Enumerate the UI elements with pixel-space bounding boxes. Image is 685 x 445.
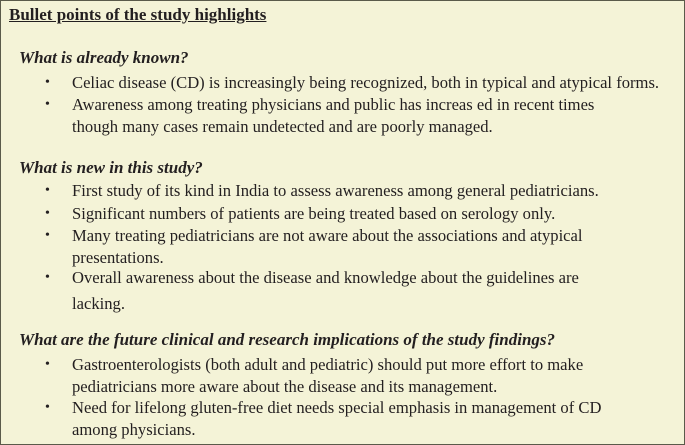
- section-heading-new: What is new in this study?: [19, 158, 203, 177]
- bullet-text-line: though many cases remain undetected and are poorly managed.: [72, 117, 493, 136]
- bullet-text-line: Celiac disease (CD) is increasingly being recognized, both in typical and atypical forms.: [72, 73, 660, 92]
- bullet-icon: •: [45, 400, 50, 415]
- bullet-item: [45, 225, 685, 269]
- bullet-text-line: First study of its kind in India to assess awareness among general pediatricians.: [72, 181, 599, 200]
- bullet-text-line: lacking.: [72, 294, 125, 313]
- bullet-item: [45, 267, 685, 315]
- bullet-icon: •: [45, 357, 50, 372]
- bullet-icon: •: [45, 75, 50, 90]
- section-heading-implications: What are the future clinical and research implications of the study findings?: [19, 330, 556, 349]
- section-heading-known: What is already known?: [19, 48, 189, 67]
- bullet-icon: •: [45, 206, 50, 221]
- bullet-text-line: Need for lifelong gluten-free diet needs special emphasis in management of CD: [72, 398, 602, 417]
- bullet-item: [45, 94, 685, 138]
- bullet-icon: •: [45, 270, 50, 285]
- bullet-text-line: among physicians.: [72, 420, 196, 439]
- bullet-text-line: Gastroenterologists (both adult and pediatric) should put more effort to make: [72, 355, 584, 374]
- bullet-item: [45, 72, 685, 94]
- bullet-text-line: Many treating pediatricians are not aware about the associations and atypical: [72, 226, 583, 245]
- bullet-text-line: Awareness among treating physicians and public has increas ed in recent times: [72, 95, 595, 114]
- bullet-text-line: presentations.: [72, 248, 164, 267]
- bullet-item: [45, 397, 685, 441]
- bullet-icon: •: [45, 183, 50, 198]
- bullet-item: [45, 354, 685, 398]
- box-title: Bullet points of the study highlights: [9, 5, 267, 24]
- bullet-text-line: Overall awareness about the disease and knowledge about the guidelines are: [72, 268, 579, 287]
- bullet-icon: •: [45, 228, 50, 243]
- bullet-text-line: Significant numbers of patients are being treated based on serology only.: [72, 204, 556, 223]
- bullet-item: [45, 180, 685, 202]
- bullet-text-line: pediatricians more aware about the disease and its management.: [72, 377, 498, 396]
- bullet-item: [45, 203, 685, 225]
- bullet-icon: •: [45, 97, 50, 112]
